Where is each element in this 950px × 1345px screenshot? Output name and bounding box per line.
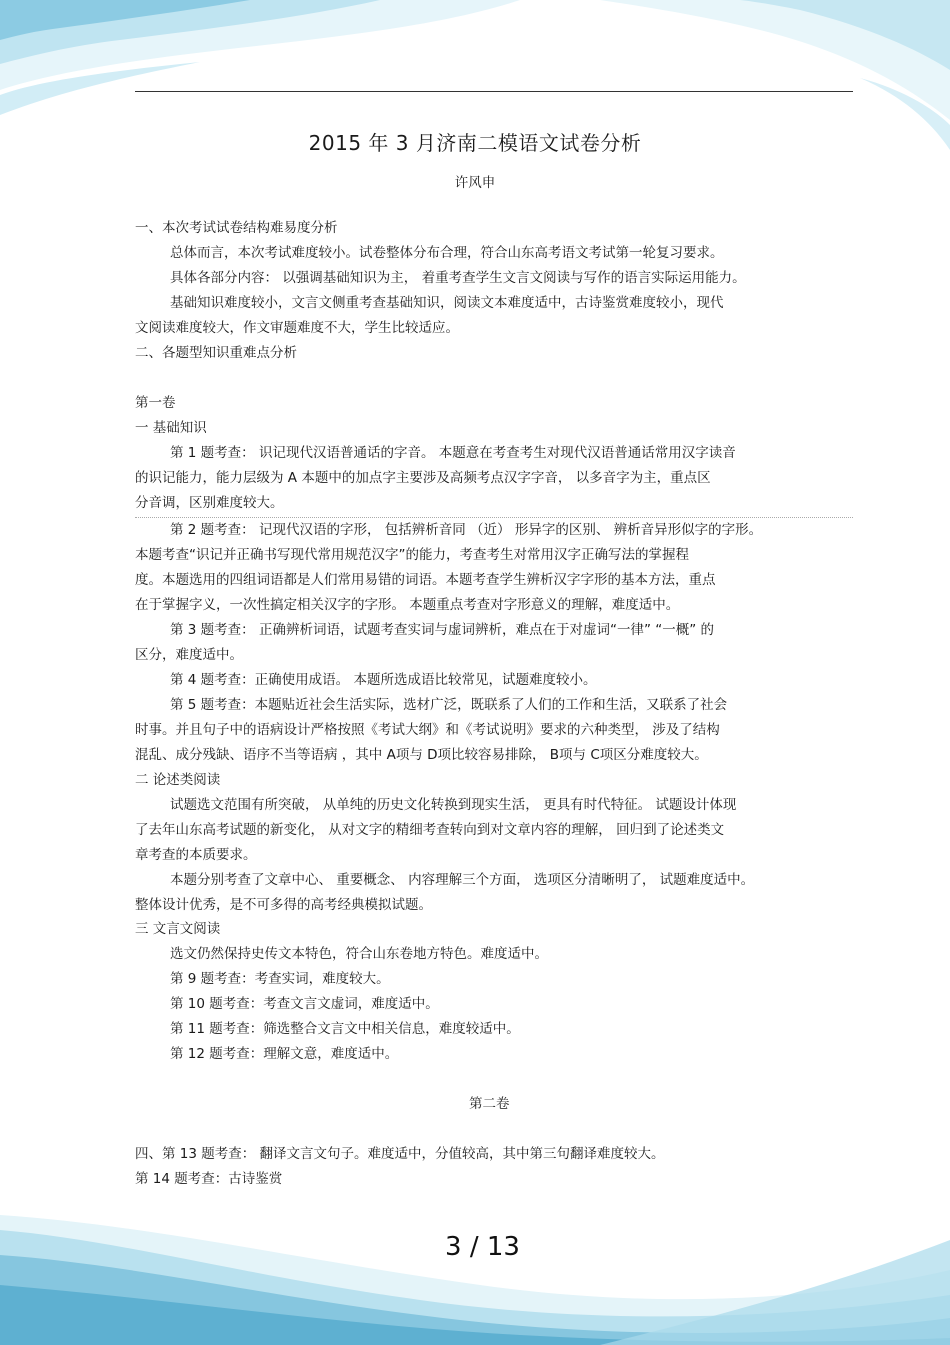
paragraph-line: 第 3 题考查： 正确辨析词语，试题考查实词与虚词辨析，难点在于对虚词“一律” “一概” 的	[170, 622, 715, 638]
paragraph-line: 时事。并且句子中的语病设计严格按照《考试大纲》和《考试说明》要求的六种类型， 涉及了结构	[135, 722, 720, 738]
section-heading-2: 二、各题型知识重难点分析	[135, 345, 297, 361]
paragraph-line: 分音调，区别难度较大。	[135, 495, 284, 511]
paragraph-line: 章考查的本质要求。	[135, 847, 257, 863]
paragraph-line: 区分，难度适中。	[135, 647, 243, 663]
paragraph-line: 混乱、成分残缺、语序不当等语病 ，其中 A项与 D项比较容易排除， B项与 C项区分难度较大。	[135, 747, 708, 763]
paragraph-line: 总体而言，本次考试难度较小。试卷整体分布合理，符合山东高考语文考试第一轮复习要求。	[170, 245, 724, 261]
volume-heading: 第一卷	[135, 395, 176, 411]
document-author: 许风申	[454, 175, 496, 191]
subsection-heading: 一 基础知识	[135, 420, 207, 436]
paragraph-line: 了去年山东高考试题的新变化， 从对文字的精细考查转向到对文章内容的理解， 回归到了论述类文	[135, 822, 725, 838]
subsection-heading: 二 论述类阅读	[135, 772, 221, 788]
paragraph-line: 在于掌握字义，一次性搞定相关汉字的字形。 本题重点考查对字形意义的理解，难度适中。	[135, 597, 680, 613]
paragraph-line: 第 4 题考查：正确使用成语。 本题所选成语比较常见，试题难度较小。	[170, 672, 597, 688]
page-number: 3 / 13	[445, 1232, 520, 1262]
header-rule	[135, 91, 853, 92]
document-title: 2015 年 3 月济南二模语文试卷分析	[308, 131, 642, 155]
paragraph-line: 具体各部分内容： 以强调基础知识为主， 着重考查学生文言文阅读与写作的语言实际运用能力。	[170, 270, 746, 286]
paragraph-line: 整体设计优秀，是不可多得的高考经典模拟试题。	[135, 897, 432, 913]
paragraph-line: 文阅读难度较大，作文审题难度不大，学生比较适应。	[135, 320, 459, 336]
paragraph-line: 第 2 题考查： 记现代汉语的字形， 包括辨析音同 （近） 形异字的区别、 辨析音异形似字的字形。	[170, 522, 763, 538]
paragraph-line: 本题分别考查了文章中心、 重要概念、 内容理解三个方面， 选项区分清晰明了， 试题难度适中。	[170, 872, 755, 888]
section-heading-1: 一、本次考试试卷结构难易度分析	[135, 220, 338, 236]
paragraph-line: 第 10 题考查：考查文言文虚词，难度适中。	[170, 996, 439, 1012]
paragraph-line: 第 5 题考查：本题贴近社会生活实际，选材广泛，既联系了人们的工作和生活，又联系了社会	[170, 697, 728, 713]
paragraph-line: 第 12 题考查：理解文意，难度适中。	[170, 1046, 399, 1062]
subsection-heading: 三 文言文阅读	[135, 921, 221, 937]
paragraph-line: 四、第 13 题考查： 翻译文言文句子。难度适中，分值较高，其中第三句翻译难度较大。	[135, 1146, 665, 1162]
paragraph-line: 本题考查“识记并正确书写现代常用规范汉字”的能力，考查考生对常用汉字正确写法的掌握程	[135, 547, 689, 563]
paragraph-line: 的识记能力，能力层级为 A 本题中的加点字主要涉及高频考点汉字字音， 以多音字为主，重点区	[135, 470, 711, 486]
volume-heading: 第二卷	[469, 1096, 510, 1112]
paragraph-line: 第 9 题考查：考查实词，难度较大。	[170, 971, 390, 987]
paragraph-line: 选文仍然保持史传文本特色，符合山东卷地方特色。难度适中。	[170, 946, 548, 962]
paragraph-line: 第 11 题考查：筛选整合文言文中相关信息，难度较适中。	[170, 1021, 520, 1037]
paragraph-line: 试题选文范围有所突破， 从单纯的历史文化转换到现实生活， 更具有时代特征。 试题设计体现	[170, 797, 737, 813]
paragraph-line: 第 14 题考查：古诗鉴赏	[135, 1171, 283, 1187]
paragraph-line: 第 1 题考查： 识记现代汉语普通话的字音。 本题意在考查考生对现代汉语普通话常用汉字读音	[170, 445, 736, 461]
paragraph-line: 基础知识难度较小，文言文侧重考查基础知识，阅读文本难度适中，古诗鉴赏难度较小，现代	[170, 295, 724, 311]
dotted-divider	[135, 517, 853, 518]
paragraph-line: 度。本题选用的四组词语都是人们常用易错的词语。本题考查学生辨析汉字字形的基本方法，重点	[135, 572, 716, 588]
